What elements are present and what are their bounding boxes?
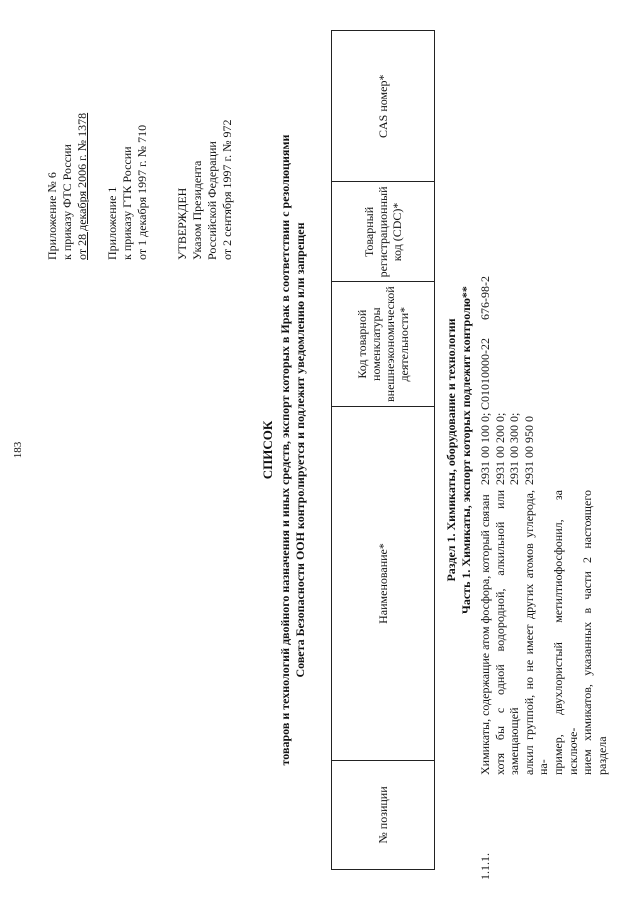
header-hs-code: Код товарной номенклатуры внешнеэкономической деятельности*: [332, 282, 435, 407]
approval-line: от 2 сентября 1997 г. № 972: [220, 119, 234, 260]
section-title: Раздел 1. Химикаты, оборудование и технологии: [444, 318, 458, 582]
approval-line: Указом Президента: [190, 160, 204, 260]
subtitle-line: Совета Безопасности ООН контролируется и подлежит уведомлению или запрещен: [293, 222, 307, 678]
entry-cdc-code: C01010000-22: [478, 338, 492, 410]
approval-line: к приказу ГТК России: [120, 146, 134, 260]
approval-date-line: от 28 декабря 2006 г. № 1378: [75, 112, 89, 260]
approval-line: от 1 декабря 1997 г. № 710: [135, 124, 149, 260]
header-cas-number: CAS номер*: [332, 31, 435, 183]
document-title: СПИСОК: [260, 420, 275, 480]
description-line: нием химикатов, указанных в части 2 настоящего раздела: [580, 490, 609, 775]
description-line: алкил группой, но не имеет других атомов углерода, на-: [521, 490, 551, 775]
approval-line: Российской Федерации: [205, 141, 219, 260]
header-position: № позиции: [332, 761, 435, 870]
list-table-header: [331, 30, 435, 870]
approval-block-fts: [45, 113, 90, 260]
entry-description: [478, 490, 609, 775]
page-number: 183: [12, 441, 24, 459]
approval-line: УТВЕРЖДЕН: [175, 187, 189, 260]
header-name: Наименование*: [332, 407, 435, 761]
document-subtitle: [278, 40, 308, 860]
entry-cas-number: 676-98-2: [478, 276, 492, 320]
subtitle-line: товаров и технологий двойного назначения и иных средств, экспорт которых в Ирак в соответствии с резолюциями: [278, 134, 292, 766]
hs-code: 2931 00 200 0;: [492, 412, 507, 485]
approval-line: к приказу ФТС России: [60, 144, 74, 260]
entry-position: 1.1.1.: [478, 853, 492, 880]
approval-block-gtk: [105, 125, 150, 260]
description-line: пример, двухлористый метилтиофосфонил, за исключе-: [550, 490, 580, 775]
approval-line: Приложение 1: [105, 186, 119, 260]
hs-code: 2931 00 950 0: [521, 416, 536, 485]
header-cdc-code: Товарный регистрационный код (CDC)*: [332, 182, 435, 282]
part-title: Часть 1. Химикаты, экспорт которых подлежит контролю**: [459, 286, 473, 614]
approval-line: Приложение № 6: [45, 172, 59, 260]
description-line: хотя бы с одной водородной, алкильной или замещающей: [492, 490, 522, 775]
entry-hs-codes: [478, 413, 536, 485]
description-line: Химикаты, содержащие атом фосфора, который связан: [478, 494, 492, 775]
hs-code: 2931 00 100 0;: [478, 412, 492, 485]
hs-code: 2931 00 300 0;: [507, 412, 522, 485]
approval-block-decree: [175, 119, 235, 260]
